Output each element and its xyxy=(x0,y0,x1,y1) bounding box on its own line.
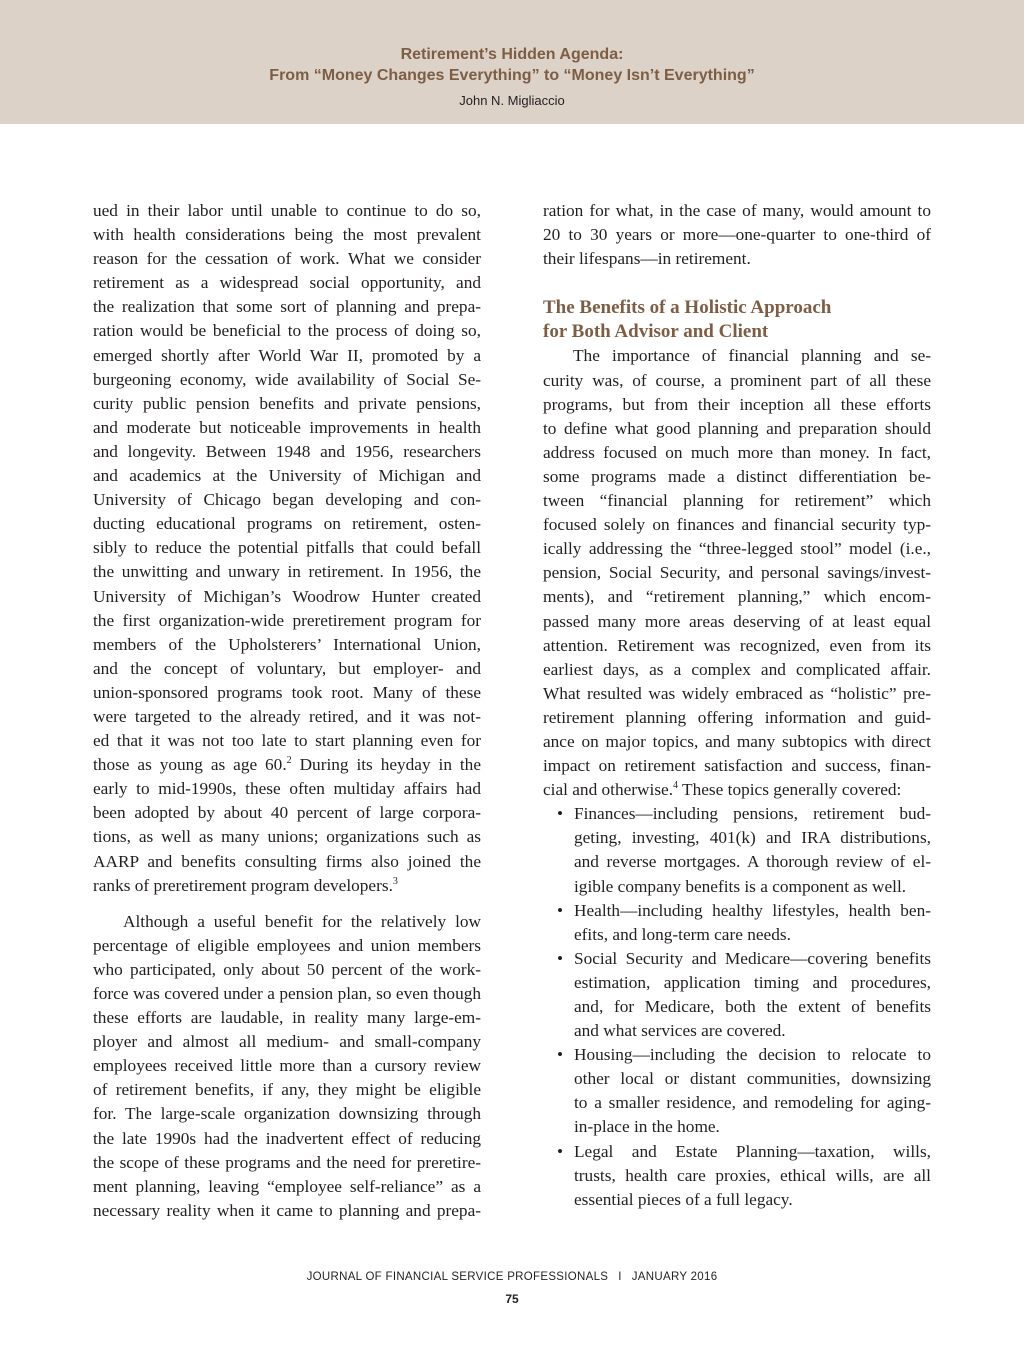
text-line: force was covered under a pension plan, so even though xyxy=(93,984,481,1003)
article-title-line-2: From “Money Changes Everything” to “Money Isn’t Everything” xyxy=(269,67,755,84)
text-line: necessary reality when it came to planning and prepa- xyxy=(93,1200,481,1220)
text-line: programs, but from their inception all these efforts xyxy=(543,394,931,414)
text-line: University of Michigan’s Woodrow Hunter created xyxy=(93,586,481,606)
text-line: earliest days, as a complex and complicated affair. xyxy=(543,659,931,679)
text-line xyxy=(93,753,481,777)
text-line: trusts, health care proxies, ethical wills, are all xyxy=(574,1165,931,1185)
text-line: with health considerations being the most prevalent xyxy=(93,225,481,245)
text-line: Although a useful benefit for the relatively low xyxy=(123,911,481,931)
text-line: Finances—including pensions, retirement bud- xyxy=(574,804,931,824)
right-continuation-paragraph xyxy=(543,199,931,271)
bullet-icon: • xyxy=(557,1141,564,1161)
right-paragraph xyxy=(543,344,931,802)
text-segment: These topics generally covered: xyxy=(678,780,902,800)
text-line: 20 to 30 years or more—one-quarter to one-third of xyxy=(543,225,931,245)
text-line: essential pieces of a full legacy. xyxy=(574,1189,793,1209)
text-line: Health—including healthy lifestyles, health ben- xyxy=(574,900,931,920)
text-line: these efforts are laudable, in reality many large-em- xyxy=(93,1008,481,1028)
page-footer xyxy=(0,1271,1024,1283)
section-heading-line-1: The Benefits of a Holistic Approach xyxy=(543,297,832,319)
text-line: reason for the cessation of work. What we consider xyxy=(93,249,481,269)
text-segment: ranks of preretirement program developers. xyxy=(93,875,393,895)
text-line: percentage of eligible employees and union members xyxy=(93,935,481,955)
text-line: who participated, only about 50 percent of the work- xyxy=(93,959,481,979)
topics-bullet-list xyxy=(543,802,931,1212)
text-line: igible company benefits is a component as well. xyxy=(574,876,907,896)
text-line: emerged shortly after World War II, promoted by a xyxy=(93,345,481,365)
bullet-icon: • xyxy=(557,804,564,824)
text-line: and longevity. Between 1948 and 1956, researchers xyxy=(93,441,481,461)
text-line: efits, and long-term care needs. xyxy=(574,924,791,944)
text-line xyxy=(543,778,931,802)
text-line: focused solely on finances and financial security typ- xyxy=(543,515,931,535)
text-line: retirement as a widespread social opportunity, and xyxy=(93,273,481,293)
text-line: University of Chicago began developing and con- xyxy=(93,490,481,510)
text-line: Housing—including the decision to relocate to xyxy=(574,1045,931,1065)
text-line: the realization that some sort of planning and prepa- xyxy=(93,297,481,317)
bullet-item-finances xyxy=(543,802,931,898)
page-number: 75 xyxy=(505,1292,519,1306)
text-line: tions, as well as many unions; organizations such as xyxy=(93,827,481,847)
article-title-line-1: Retirement’s Hidden Agenda: xyxy=(400,46,624,63)
paragraph-gap xyxy=(93,898,481,910)
left-column xyxy=(93,199,481,1223)
section-heading-line-2: for Both Advisor and Client xyxy=(543,321,769,343)
article-author: John N. Migliaccio xyxy=(459,93,565,108)
text-line: impact on retirement satisfaction and success, finan- xyxy=(543,756,931,776)
text-line: the unwitting and unwary in retirement. In 1956, the xyxy=(93,562,481,582)
bullet-item-health xyxy=(543,899,931,947)
text-line: of retirement benefits, if any, they might be eligible xyxy=(93,1080,481,1100)
text-line: the late 1990s had the inadvertent effect of reducing xyxy=(93,1128,481,1148)
bullet-item-legal-estate xyxy=(543,1140,931,1212)
text-line: attention. Retirement was recognized, even from its xyxy=(543,635,931,655)
text-line: other local or distant communities, downsizing xyxy=(574,1069,931,1089)
text-line: What resulted was widely embraced as “holistic” pre- xyxy=(543,683,931,703)
text-line: pension, Social Security, and personal savings/invest- xyxy=(543,563,931,583)
bullet-item-housing xyxy=(543,1043,931,1139)
text-line: estimation, application timing and procedures, xyxy=(574,972,931,992)
text-line: ducting educational programs on retirement, osten- xyxy=(93,514,481,534)
text-line: employees received little more than a cursory review xyxy=(93,1056,481,1076)
text-line: ration would be beneficial to the process of doing so, xyxy=(93,321,481,341)
text-line: been adopted by about 40 percent of large corpora- xyxy=(93,803,481,823)
text-line: ments), and “retirement planning,” which encom- xyxy=(543,587,931,607)
journal-name: JOURNAL OF FINANCIAL SERVICE PROFESSIONALS xyxy=(306,1271,609,1283)
text-line: early to mid-1990s, these often multiday affairs had xyxy=(93,779,481,799)
footnote-ref-3[interactable]: 3 xyxy=(392,875,398,887)
text-line: and, for Medicare, both the extent of benefits xyxy=(574,997,931,1016)
text-line: their lifespans—in retirement. xyxy=(543,249,751,269)
text-line: for. The large-scale organization downsizing through xyxy=(93,1104,481,1124)
bullet-icon: • xyxy=(557,948,564,968)
text-line: and the concept of voluntary, but employer- and xyxy=(93,658,481,678)
text-line: ed that it was not too late to start planning even for xyxy=(93,731,481,751)
text-line: curity was, of course, a prominent part of all these xyxy=(543,370,931,390)
text-line: ration for what, in the case of many, would amount to xyxy=(543,201,931,220)
left-paragraph-1 xyxy=(93,199,481,898)
text-line: and academics at the University of Michigan and xyxy=(93,466,481,486)
bullet-icon: • xyxy=(557,1045,564,1065)
text-line: ued in their labor until unable to continue to do so, xyxy=(93,201,481,220)
text-line: Legal and Estate Planning—taxation, wills, xyxy=(574,1141,931,1161)
text-line: and moderate but noticeable improvements in health xyxy=(93,417,481,437)
text-line xyxy=(93,874,481,898)
text-line: members of the Upholsterers’ International Union, xyxy=(93,634,481,654)
footer-separator: I xyxy=(618,1271,622,1283)
text-line: and what services are covered. xyxy=(574,1021,786,1041)
section-heading xyxy=(543,296,931,344)
text-line: tween “financial planning for retirement” which xyxy=(543,491,931,511)
text-segment: those as young as age 60. xyxy=(93,755,287,775)
text-line: ance on major topics, and many subtopics with direct xyxy=(543,731,931,751)
bullet-icon: • xyxy=(557,900,564,920)
text-line: AARP and benefits consulting firms also joined the xyxy=(93,851,481,871)
text-line: to define what good planning and preparation should xyxy=(543,418,931,438)
text-line: and reverse mortgages. A thorough review of el- xyxy=(574,852,931,872)
text-line: the first organization-wide preretirement program for xyxy=(93,610,481,630)
text-line: ment planning, leaving “employee self-reliance” as a xyxy=(93,1176,481,1196)
text-segment: During its heyday in the xyxy=(291,755,481,775)
text-line: address focused on much more than money. In fact, xyxy=(543,442,931,462)
article-header xyxy=(0,0,1024,124)
section-gap xyxy=(543,271,931,296)
text-line: were targeted to the already retired, and it was not- xyxy=(93,706,481,726)
text-line: Social Security and Medicare—covering benefits xyxy=(574,948,931,968)
text-line: geting, investing, 401(k) and IRA distributions, xyxy=(574,828,931,848)
issue-date: JANUARY 2016 xyxy=(631,1271,718,1283)
text-line: burgeoning economy, wide availability of Social Se- xyxy=(93,369,481,389)
bullet-item-social-security xyxy=(543,947,931,1043)
text-line: ployer and almost all medium- and small-company xyxy=(93,1032,481,1052)
text-line: retirement planning offering information and guid- xyxy=(543,707,931,727)
text-segment: cial and otherwise. xyxy=(543,780,674,800)
text-line: to a smaller residence, and remodeling for aging- xyxy=(574,1093,931,1113)
text-line: passed many more areas deserving of at least equal xyxy=(543,611,931,631)
footnote-ref-2[interactable]: 2 xyxy=(286,755,292,767)
right-column xyxy=(543,199,931,1212)
text-line: The importance of financial planning and se- xyxy=(573,346,931,366)
text-line: in-place in the home. xyxy=(574,1117,720,1137)
footnote-ref-4[interactable]: 4 xyxy=(673,780,679,792)
text-line: some programs made a distinct differentiation be- xyxy=(543,466,931,486)
text-line: the scope of these programs and the need for preretire- xyxy=(93,1152,481,1172)
text-line: curity public pension benefits and private pensions, xyxy=(93,393,481,413)
text-line: union-sponsored programs took root. Many of these xyxy=(93,682,481,702)
text-line: sibly to reduce the potential pitfalls that could befall xyxy=(93,538,481,558)
left-paragraph-2 xyxy=(93,910,481,1223)
text-line: ically addressing the “three-legged stool” model (i.e., xyxy=(543,539,931,559)
